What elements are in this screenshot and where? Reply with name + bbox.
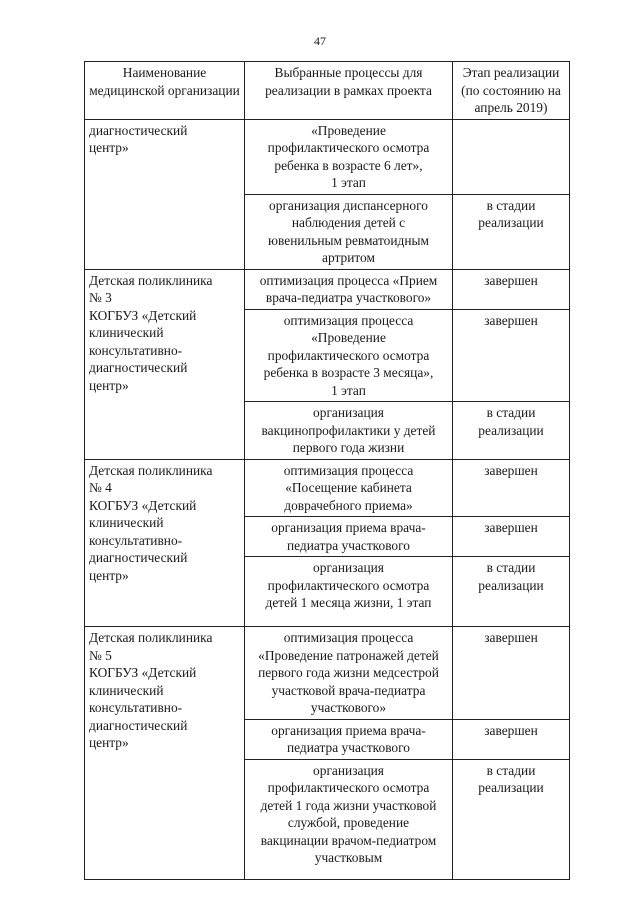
stage-cell: в стадии реализации bbox=[453, 557, 570, 627]
organization-cell: Детская поликлиника № 5 КОГБУЗ «Детский клинический консультативно- диагностический центр» bbox=[85, 627, 245, 880]
stage-cell: завершен bbox=[453, 269, 570, 309]
table-header-row bbox=[85, 62, 570, 120]
stage-cell: завершен bbox=[453, 309, 570, 402]
header-stage: Этап реализации (по состоянию на апрель 2019) bbox=[453, 62, 570, 120]
process-cell: организация вакцинопрофилактики у детей первого года жизни bbox=[245, 402, 453, 460]
header-processes: Выбранные процессы для реализации в рамках проекта bbox=[245, 62, 453, 120]
stage-cell: завершен bbox=[453, 459, 570, 517]
stage-cell: в стадии реализации bbox=[453, 759, 570, 879]
table-row bbox=[85, 459, 570, 517]
process-cell: организация профилактического осмотра детей 1 месяца жизни, 1 этап bbox=[245, 557, 453, 627]
organization-cell: Детская поликлиника № 4 КОГБУЗ «Детский клинический консультативно- диагностический центр» bbox=[85, 459, 245, 627]
organization-cell: Детская поликлиника № 3 КОГБУЗ «Детский клинический консультативно- диагностический центр» bbox=[85, 269, 245, 459]
header-organization: Наименование медицинской организации bbox=[85, 62, 245, 120]
table-row bbox=[85, 269, 570, 309]
page-number: 47 bbox=[314, 34, 326, 48]
stage-cell: завершен bbox=[453, 719, 570, 759]
process-cell: организация приема врача- педиатра участкового bbox=[245, 517, 453, 557]
table-row bbox=[85, 119, 570, 194]
organization-cell: диагностический центр» bbox=[85, 119, 245, 269]
process-cell: организация профилактического осмотра детей 1 года жизни участковой службой, проведение вакцинации врачом-педиатром участковым bbox=[245, 759, 453, 879]
process-cell: оптимизация процесса «Прием врача-педиатра участкового» bbox=[245, 269, 453, 309]
stage-cell bbox=[453, 119, 570, 194]
process-cell: оптимизация процесса «Проведение профилактического осмотра ребенка в возрасте 3 месяца», 1 этап bbox=[245, 309, 453, 402]
process-cell: оптимизация процесса «Посещение кабинета доврачебного приема» bbox=[245, 459, 453, 517]
process-cell: оптимизация процесса «Проведение патронажей детей первого года жизни медсестрой участковой врача-педиатра участкового» bbox=[245, 627, 453, 720]
stage-cell: в стадии реализации bbox=[453, 402, 570, 460]
process-cell: организация приема врача- педиатра участкового bbox=[245, 719, 453, 759]
process-cell: организация диспансерного наблюдения детей с ювенильным ревматоидным артритом bbox=[245, 194, 453, 269]
stage-cell: завершен bbox=[453, 627, 570, 720]
stage-cell: завершен bbox=[453, 517, 570, 557]
table-row bbox=[85, 627, 570, 720]
process-cell: «Проведение профилактического осмотра ребенка в возрасте 6 лет», 1 этап bbox=[245, 119, 453, 194]
project-processes-table bbox=[84, 61, 570, 880]
stage-cell: в стадии реализации bbox=[453, 194, 570, 269]
